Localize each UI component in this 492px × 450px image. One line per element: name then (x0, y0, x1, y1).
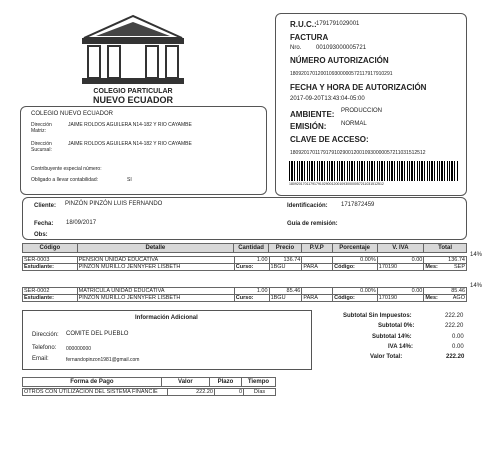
estudiante-value: PINZÓN MURILLO JENNYFER LISBETH (77, 295, 234, 302)
issuer-name: COLEGIO NUEVO ECUADOR (31, 111, 114, 117)
fecha-label: Fecha: (34, 221, 54, 227)
obligado-label: Obligado a llevar contabilidad: (31, 177, 98, 183)
contribuyente-label: Contribuyente especial número: (31, 166, 102, 172)
dir-matriz-label2: Matriz: (31, 128, 46, 134)
mes-label: Mes: (425, 295, 438, 301)
dir-matriz-value: JAIME ROLDOS AGUILERA N14-182 Y RIO CAYAMBE (68, 122, 192, 128)
table-row (23, 257, 467, 264)
ruc-label: R.U.C.: (290, 20, 317, 29)
subtotal-14-label: Subtotal 14%: (372, 334, 412, 340)
fecha-value: 18/09/2017 (66, 220, 97, 226)
item-pvp (302, 257, 333, 264)
curso-label: Curso: (234, 295, 269, 302)
temple-logo-icon (78, 8, 188, 88)
ambiente-label: AMBIENTE: (290, 110, 335, 119)
pago-row (22, 388, 276, 396)
info-adicional-title: Información Adicional (135, 315, 198, 321)
obs-label: Obs: (34, 232, 48, 238)
pago-col-valor: Valor (161, 378, 209, 387)
pago-header (22, 377, 276, 387)
curso-value: 1BGU (269, 295, 302, 302)
item-precio: 85.46 (269, 288, 302, 295)
factura-title: FACTURA (290, 33, 329, 42)
codigo-est-label: Código: (333, 264, 378, 271)
factura-nro-label: Nro. (290, 45, 302, 51)
identificacion-label: Identificación: (287, 203, 328, 209)
item-row-2 (22, 287, 467, 302)
col-cantidad: Cantidad (234, 244, 269, 253)
subtotal-sin-impuestos-value: 222.20 (445, 313, 464, 319)
col-precio: Precio (269, 244, 302, 253)
codigo-est-value: 170190 (377, 264, 424, 271)
item-iva-pct: 14% (470, 283, 483, 289)
emision-label: EMISIÓN: (290, 122, 327, 131)
ruc-value: 1791791029001 (316, 21, 360, 27)
table-row (23, 288, 467, 295)
estudiante-label: Estudiante: (23, 295, 78, 302)
identificacion-value: 1717872459 (341, 202, 375, 208)
mes-cell (424, 295, 467, 302)
col-codigo: Código (23, 244, 78, 253)
item-detalle: PENSION UNIDAD EDUCATIVA (77, 257, 234, 264)
school-logo (78, 8, 188, 104)
item-row-1 (22, 256, 467, 271)
col-total: Total (424, 244, 467, 253)
item-pvp (302, 288, 333, 295)
table-row (23, 295, 467, 302)
item-iva: 0.00 (377, 257, 424, 264)
pago-valor: 222.20 (168, 389, 214, 396)
table-row (23, 264, 467, 271)
estudiante-label: Estudiante: (23, 264, 78, 271)
codigo-est-value: 170190 (377, 295, 424, 302)
pago-plazo: 0 (214, 389, 243, 396)
pago-tiempo: Días (244, 389, 276, 396)
barcode (289, 161, 459, 181)
mes-value: SEP (453, 264, 465, 270)
paralelo-value: PARA (302, 295, 333, 302)
item-iva: 0.00 (377, 288, 424, 295)
subtotal-0-value: 222.20 (445, 323, 464, 329)
table-row (23, 389, 276, 396)
estudiante-value: PINZÓN MURILLO JENNYFER LISBETH (77, 264, 234, 271)
item-codigo: SER-0003 (23, 257, 78, 264)
dir-sucursal-value: JAIME ROLDOS AGUILERA N14-182 Y RIO CAYAMBE (68, 141, 192, 147)
cliente-value: PINZÓN PINZÓN LUIS FERNANDO (65, 201, 163, 207)
autorizacion-value: 1809201701200109300000572117917910291 (290, 71, 393, 77)
info-dir-label: Dirección: (32, 332, 59, 338)
info-tel-label: Telefono: (32, 345, 57, 351)
info-dir-value: COMITE DEL PUEBLO (66, 331, 129, 337)
dir-matriz-label1: Dirección (31, 122, 52, 128)
fecha-autorizacion-value: 2017-09-20T13:43:04-05:00 (290, 96, 365, 102)
item-iva-pct: 14% (470, 252, 483, 258)
cliente-label: Cliente: (34, 203, 57, 209)
clave-acceso-value: 1809201701179179102900120010930000057211031512512 (290, 150, 426, 156)
emision-value: NORMAL (341, 121, 367, 127)
item-detalle: MATRICULA UNIDAD EDUCATIVA (77, 288, 234, 295)
item-cantidad: 1.00 (234, 257, 269, 264)
item-porcentaje: 0.00% (333, 257, 378, 264)
info-tel-value: 000000000 (66, 346, 92, 352)
item-codigo: SER-0002 (23, 288, 78, 295)
paralelo-value: PARA (302, 264, 333, 271)
curso-label: Curso: (234, 264, 269, 271)
items-header (22, 243, 467, 253)
pago-col-tiempo: Tiempo (241, 378, 275, 387)
info-email-value: fernandopinzon1981@gmail.com (66, 357, 140, 363)
col-porcentaje: Porcentaje (332, 244, 377, 253)
item-total: 85.46 (424, 288, 467, 295)
barcode-text: 1809201701179179102900120010930000057211031512512 (289, 182, 384, 186)
item-cantidad: 1.00 (234, 288, 269, 295)
iva-14-value: 0.00 (452, 344, 464, 350)
item-precio: 136.74 (269, 257, 302, 264)
logo-line1: COLEGIO PARTICULAR (93, 88, 173, 95)
mes-label: Mes: (425, 264, 438, 270)
factura-nro: 001093000005721 (316, 45, 367, 51)
subtotal-sin-impuestos-label: Subtotal Sin Impuestos: (343, 313, 412, 319)
info-email-label: Email: (32, 356, 49, 362)
subtotal-0-label: Subtotal 0%: (378, 323, 415, 329)
valor-total-label: Valor Total: (370, 354, 403, 360)
ambiente-value: PRODUCCION (341, 108, 383, 114)
pago-col-forma: Forma de Pago (23, 378, 162, 387)
iva-14-label: IVA 14%: (388, 344, 414, 350)
guia-remision-label: Guía de remisión: (287, 221, 338, 227)
col-pvp: P.V.P (301, 244, 332, 253)
dir-sucursal-label2: Sucursal: (31, 147, 52, 153)
autorizacion-label: NÚMERO AUTORIZACIÓN (290, 56, 389, 65)
col-iva: V. IVA (377, 244, 424, 253)
curso-value: 1BGU (269, 264, 302, 271)
clave-acceso-label: CLAVE DE ACCESO: (290, 135, 369, 144)
logo-line2: NUEVO ECUADOR (92, 95, 173, 105)
pago-forma: OTROS CON UTILIZACION DEL SISTEMA FINANCIE (23, 389, 168, 396)
codigo-est-label: Código: (333, 295, 378, 302)
fecha-autorizacion-label: FECHA Y HORA DE AUTORIZACIÓN (290, 83, 427, 92)
subtotal-14-value: 0.00 (452, 334, 464, 340)
item-total: 136.74 (424, 257, 467, 264)
obligado-value: SI (127, 177, 132, 183)
col-detalle: Detalle (77, 244, 233, 253)
dir-sucursal-label1: Dirección (31, 141, 52, 147)
item-porcentaje: 0.00% (333, 288, 378, 295)
pago-col-plazo: Plazo (210, 378, 242, 387)
mes-value: AGO (452, 295, 465, 301)
mes-cell (424, 264, 467, 271)
valor-total-value: 222.20 (446, 354, 465, 360)
